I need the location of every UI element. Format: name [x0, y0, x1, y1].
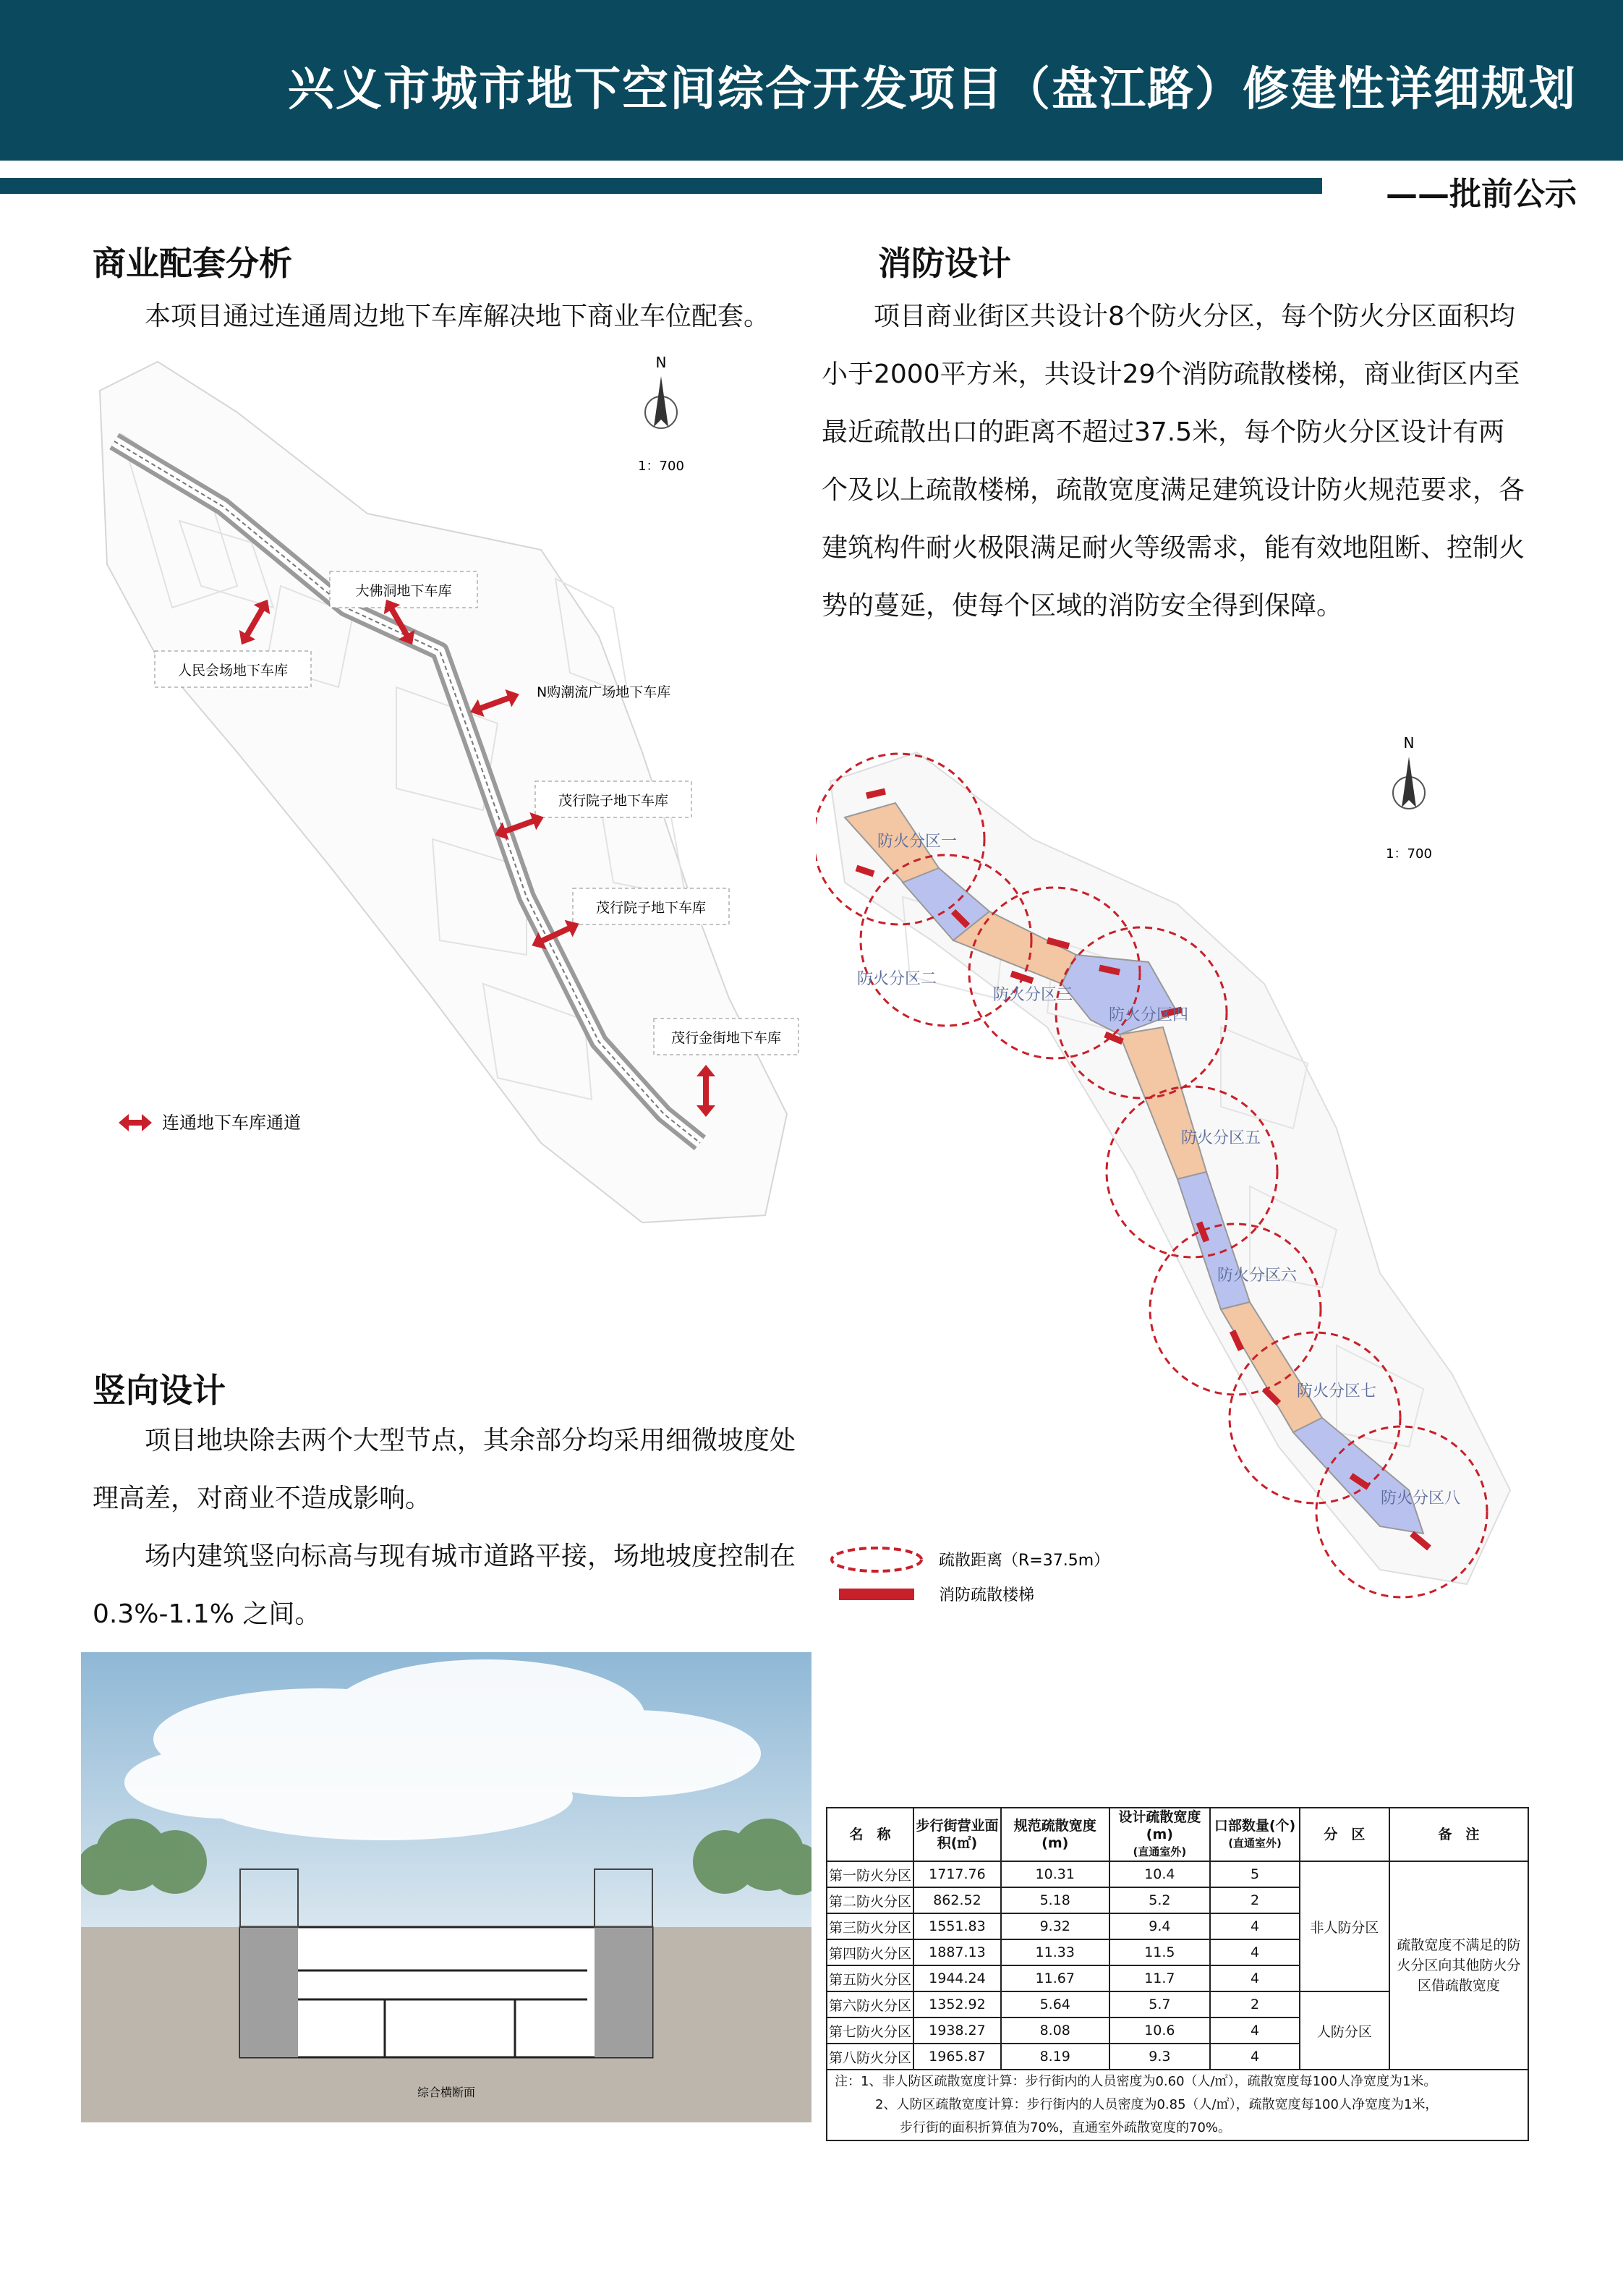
- cell-design: 11.5: [1109, 1939, 1211, 1965]
- cell-zone-b: 人防分区: [1300, 1991, 1389, 2070]
- table-row: [827, 1861, 1528, 1887]
- north-label: N: [655, 354, 667, 371]
- fire-compartment-table: [826, 1807, 1529, 2141]
- note-1: 注：1、非人防区疏散宽度计算：步行街内的人员密度为0.60（人/㎡），疏散宽度每100人净宽度为1米。: [835, 2074, 1437, 2089]
- cell-name: 第六防火分区: [827, 1991, 913, 2017]
- fire-zone-map: [816, 723, 1529, 1620]
- table-note-row: [827, 2070, 1528, 2140]
- cell-area: 1352.92: [913, 1991, 1001, 2017]
- vertical-title: 竖向设计: [93, 1371, 226, 1410]
- cell-name: 第八防火分区: [827, 2044, 913, 2070]
- cell-design: 9.3: [1109, 2044, 1211, 2070]
- zone-label-6: 防火分区六: [1217, 1267, 1298, 1285]
- col-exits: [1210, 1808, 1300, 1861]
- cell-area: 1965.87: [913, 2044, 1001, 2070]
- zone-label-1: 防火分区一: [877, 833, 958, 851]
- vertical-paragraph-1: 项目地块除去两个大型节点，其余部分均采用细微坡度处理高差，对商业不造成影响。: [93, 1426, 796, 1513]
- commerce-title: 商业配套分析: [93, 244, 292, 283]
- col-name: 名 称: [827, 1808, 913, 1861]
- fire-text: [822, 288, 1529, 635]
- cell-std: 11.67: [1001, 1965, 1109, 1991]
- cell-std: 5.18: [1001, 1887, 1109, 1913]
- col-design-width-label: 设计疏散宽度(m): [1118, 1809, 1201, 1842]
- zone-label-7: 防火分区七: [1296, 1382, 1377, 1400]
- cell-exits: 2: [1210, 1991, 1300, 2017]
- cell-design: 11.7: [1109, 1965, 1211, 1991]
- cell-design: 5.7: [1109, 1991, 1211, 2017]
- underground-structure: [240, 1927, 652, 2057]
- cell-exits: 4: [1210, 2044, 1300, 2070]
- commerce-map: [93, 347, 809, 1230]
- cell-exits: 2: [1210, 1887, 1300, 1913]
- north-label: N: [1403, 734, 1415, 752]
- col-design-width-sub: (直通室外): [1133, 1845, 1187, 1858]
- cell-design: 10.6: [1109, 2017, 1211, 2044]
- cross-section-image: [81, 1652, 812, 2122]
- garage-label-1: 大佛洞地下车库: [355, 583, 452, 599]
- cell-exits: 4: [1210, 1913, 1300, 1939]
- cell-name: 第三防火分区: [827, 1913, 913, 1939]
- cell-exits: 4: [1210, 1965, 1300, 1991]
- section-label: 综合横断面: [417, 2085, 476, 2099]
- vertical-paragraph-2: 场内建筑竖向标高与现有城市道路平接，场地坡度控制在0.3%-1.1% 之间。: [93, 1542, 796, 1629]
- commerce-paragraph: 本项目通过连通周边地下车库解决地下商业车位配套。: [145, 302, 770, 331]
- garage-label-4: 茂行院子地下车库: [558, 793, 669, 809]
- cell-std: 8.08: [1001, 2017, 1109, 2044]
- cell-std: 8.19: [1001, 2044, 1109, 2070]
- col-exits-sub: (直通室外): [1228, 1837, 1282, 1850]
- cell-std: 9.32: [1001, 1913, 1109, 1939]
- fire-zone-map-svg: [816, 723, 1529, 1620]
- fire-title: 消防设计: [878, 244, 1011, 283]
- zone-label-5: 防火分区五: [1180, 1129, 1261, 1147]
- table-notes: [827, 2070, 1528, 2140]
- zone-label-3: 防火分区三: [992, 986, 1073, 1004]
- cell-zone-a: 非人防分区: [1300, 1861, 1389, 1991]
- cell-area: 1938.27: [913, 2017, 1001, 2044]
- cell-name: 第四防火分区: [827, 1939, 913, 1965]
- cell-remark: 疏散宽度不满足的防火分区向其他防火分区借疏散宽度: [1389, 1861, 1528, 2070]
- cross-section-svg: [81, 1652, 812, 2122]
- scale-label: 1：700: [638, 459, 684, 474]
- cell-name: 第七防火分区: [827, 2017, 913, 2044]
- cell-std: 10.31: [1001, 1861, 1109, 1887]
- scale-label: 1：700: [1386, 846, 1432, 862]
- commerce-text: [93, 288, 801, 346]
- cell-area: 1551.83: [913, 1913, 1001, 1939]
- zone-label-2: 防火分区二: [856, 970, 937, 988]
- page-title: 兴义市城市地下空间综合开发项目（盘江路）修建性详细规划: [288, 63, 1577, 116]
- fire-paragraph: 项目商业街区共设计8个防火分区，每个防火分区面积均小于2000平方米，共设计29个消防疏散楼梯，商业街区内至最近疏散出口的距离不超过37.5米，每个防火分区设计有两个及以上疏散楼梯，疏散宽度满足建筑设计防火规范要求，各建筑构件耐火极限满足耐火等级需求，能有效地阻断、控制火势的蔓延，使每个区域的消防安全得到保障。: [822, 302, 1525, 621]
- cell-std: 11.33: [1001, 1939, 1109, 1965]
- garage-label-5: 茂行院子地下车库: [595, 900, 707, 916]
- table-header-row: [827, 1808, 1528, 1861]
- col-area: 步行街营业面积(㎡): [913, 1808, 1001, 1861]
- col-design-width: [1109, 1808, 1211, 1861]
- col-exits-label: 口部数量(个): [1214, 1818, 1296, 1834]
- cell-area: 862.52: [913, 1887, 1001, 1913]
- cell-name: 第一防火分区: [827, 1861, 913, 1887]
- cell-name: 第二防火分区: [827, 1887, 913, 1913]
- note-2: 2、人防区疏散宽度计算：步行街内的人员密度为0.85（人/㎡），疏散宽度每100人净宽度为1米，: [875, 2097, 1439, 2112]
- legend-radius-label: 疏散距离（R=37.5m）: [939, 1552, 1110, 1570]
- garage-label-3: N购潮流广场地下车库: [537, 684, 671, 700]
- divider-bar: [0, 178, 1322, 194]
- cell-area: 1887.13: [913, 1939, 1001, 1965]
- cell-design: 9.4: [1109, 1913, 1211, 1939]
- cell-design: 10.4: [1109, 1861, 1211, 1887]
- cell-exits: 4: [1210, 1939, 1300, 1965]
- col-remark: 备 注: [1389, 1808, 1528, 1861]
- cell-std: 5.64: [1001, 1991, 1109, 2017]
- commerce-map-svg: [93, 347, 809, 1230]
- cell-exits: 4: [1210, 2017, 1300, 2044]
- zone-label-8: 防火分区八: [1380, 1489, 1461, 1508]
- cell-area: 1717.76: [913, 1861, 1001, 1887]
- note-3: 步行街的面积折算值为70%，直通室外疏散宽度的70%。: [900, 2120, 1232, 2135]
- cell-design: 5.2: [1109, 1887, 1211, 1913]
- zone-label-4: 防火分区四: [1108, 1006, 1189, 1024]
- cell-exits: 5: [1210, 1861, 1300, 1887]
- garage-label-6: 茂行金街地下车库: [670, 1030, 782, 1046]
- garage-label-2: 人民会场地下车库: [177, 663, 289, 679]
- col-std-width: 规范疏散宽度(m): [1001, 1808, 1109, 1861]
- legend-stair-label: 消防疏散楼梯: [939, 1586, 1035, 1604]
- cell-area: 1944.24: [913, 1965, 1001, 1991]
- legend-label: 连通地下车库通道: [162, 1113, 301, 1133]
- vertical-text: [93, 1412, 801, 1644]
- cell-name: 第五防火分区: [827, 1965, 913, 1991]
- page-subtitle: ——批前公示: [1386, 176, 1577, 213]
- col-zone: 分 区: [1300, 1808, 1389, 1861]
